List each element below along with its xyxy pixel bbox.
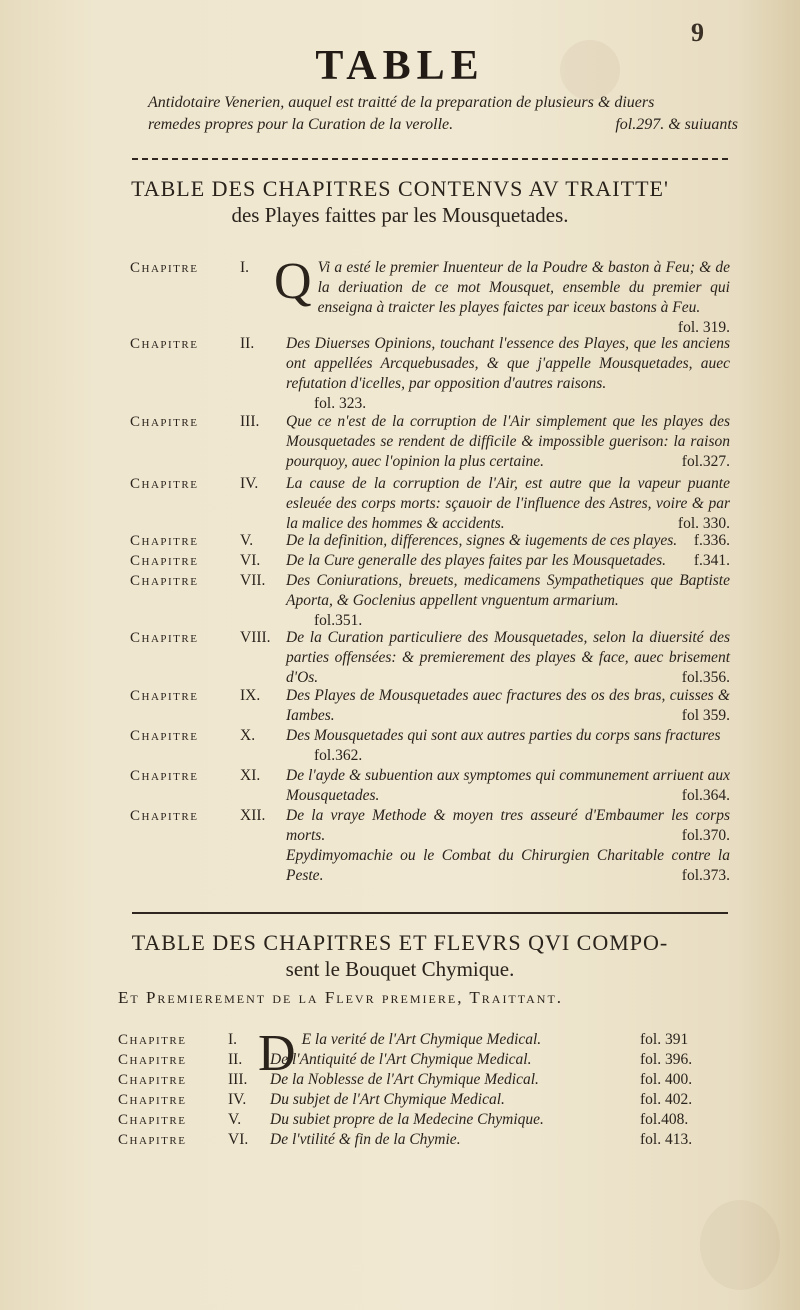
chapter-number: VI.	[240, 552, 261, 569]
section-title-2: TABLE DES CHAPITRES ET FLEVRS QVI COMPO-	[131, 930, 669, 955]
chapter-number: IV.	[240, 475, 259, 492]
solid-divider	[132, 912, 728, 914]
chapter-folio: fol.356.	[681, 669, 730, 686]
intro-line-2	[148, 114, 738, 136]
chapter-title	[274, 253, 730, 338]
section-subtitle-2: sent le Bouquet Chymique.	[285, 957, 515, 981]
chapter-title	[286, 551, 730, 571]
section-title: TABLE DES CHAPITRES CONTENVS AV TRAITTE'	[131, 176, 669, 201]
chapter-label: Chapitre	[118, 1052, 187, 1068]
intro-entry	[148, 92, 738, 136]
chapter-label: Chapitre	[130, 553, 199, 569]
chapter-folio: fol.408.	[640, 1111, 689, 1128]
chapter-folio: fol. 391	[640, 1031, 689, 1048]
chapter-label: Chapitre	[118, 1072, 187, 1088]
chapter-label: Chapitre	[130, 414, 199, 430]
chapter-title	[270, 1090, 610, 1110]
chapter-label: Chapitre	[130, 630, 199, 646]
chapter-title	[270, 1070, 610, 1090]
chapter-text: De l'ayde & subuention aux symptomes qui communement arriuent aux Mousquetades.	[286, 767, 730, 804]
chapter-text: De l'vtilité & fin de la Chymie.	[270, 1131, 461, 1148]
chapter-text: De la Curation particuliere des Mousquetades, selon la diuersité des parties offensées: & premierement des playes & face, auec brisement d'Os.	[286, 629, 730, 686]
chapter-folio: fol. 323.	[314, 395, 367, 412]
chapter-text: Des Playes de Mousquetades auec fractures des os des bras, cuisses & Iambes.	[286, 687, 730, 724]
dashed-divider	[132, 158, 728, 160]
chapter-number: I.	[240, 259, 250, 276]
chapter-text: De l'Antiquité de l'Art Chymique Medical.	[270, 1051, 532, 1068]
chapter-text: Des Mousquetades qui sont aux autres parties du corps sans fractures	[286, 727, 721, 744]
drop-capital: Q	[274, 253, 312, 310]
chapter-label: Chapitre	[130, 336, 199, 352]
chapter-text: De la Noblesse de l'Art Chymique Medical.	[270, 1071, 539, 1088]
chapter-title	[270, 1110, 610, 1130]
intro-folio: fol.297. & suiuants	[615, 116, 738, 133]
chapter-label: Chapitre	[118, 1112, 187, 1128]
paper-stain	[700, 1200, 780, 1290]
chapter-number: III.	[240, 413, 260, 430]
chapter-number: XI.	[240, 767, 261, 784]
chapter-text: Que ce n'est de la corruption de l'Air simplement que les playes des Mousquetades se rendent de difficile & impossible guerison: la raison pourquoy, auec l'opinion la plus certaine.	[286, 413, 730, 470]
chapter-title	[270, 1130, 610, 1150]
chapter-number: IX.	[240, 687, 261, 704]
chapter-text: Epydimyomachie ou le Combat du Chirurgien Charitable contre la Peste.	[286, 847, 730, 884]
intro-text: remedes propres pour la Curation de la verolle.	[148, 116, 454, 133]
page-title: TABLE	[315, 43, 485, 89]
chapter-label: Chapitre	[130, 260, 199, 276]
section-heading	[0, 176, 800, 228]
chapter-label: Chapitre	[130, 476, 199, 492]
chapter-folio: fol. 319.	[677, 319, 730, 336]
chapter-number: II.	[240, 335, 255, 352]
chapter-folio: fol. 396.	[640, 1051, 693, 1068]
chapter-number: V.	[240, 532, 254, 549]
chapter-label: Chapitre	[130, 688, 199, 704]
chapter-text: Des Coniurations, breuets, medicamens Sympathetiques que Baptiste Aporta, & Goclenius appellent vnguentum armarium.	[286, 572, 730, 609]
chapter-folio: f.336.	[693, 532, 730, 549]
chapter-number: VI.	[228, 1131, 249, 1148]
chapter-text: E la verité de l'Art Chymique Medical.	[301, 1031, 542, 1048]
chapter-title	[286, 766, 730, 806]
chapter-text: Vi a esté le premier Inuenteur de la Poudre & baston à Feu; & de la deriuation de ce mot Mousquet, ensemble du premier qui enseigna à traicter les playes faictes par iceux bastons à Feu.	[317, 259, 730, 316]
chapter-title	[286, 686, 730, 726]
chapter-folio: fol.351.	[314, 612, 363, 629]
chapter-number: IV.	[228, 1091, 247, 1108]
chapter-title	[286, 531, 730, 551]
chapter-number: VIII.	[240, 629, 271, 646]
chapter-label: Chapitre	[130, 533, 199, 549]
chapter-folio: fol 359.	[681, 707, 730, 724]
page-number: 9	[691, 18, 704, 47]
chapter-title	[286, 846, 730, 886]
chapter-folio: fol. 402.	[640, 1091, 693, 1108]
chapter-folio: fol.373.	[681, 867, 730, 884]
chapter-text: De la vraye Methode & moyen tres asseuré d'Embaumer les corps morts.	[286, 807, 730, 844]
chapter-text: La cause de la corruption de l'Air, est autre que la vapeur puante esleuée des corps morts: sçauoir de l'influence des Astres, voire & par la malice des hommes & accidents.	[286, 475, 730, 532]
chapter-label: Chapitre	[118, 1032, 187, 1048]
chapter-title	[286, 412, 730, 472]
chapter-folio: fol.362.	[314, 747, 363, 764]
chapter-label: Chapitre	[118, 1092, 187, 1108]
chapter-number: II.	[228, 1051, 243, 1068]
chapter-text: Du subjet de l'Art Chymique Medical.	[270, 1091, 505, 1108]
section-heading-2	[0, 930, 800, 982]
chapter-number: XII.	[240, 807, 266, 824]
chapter-text: De la definition, differences, signes & iugements de ces playes.	[286, 532, 678, 549]
chapter-folio: fol.364.	[681, 787, 730, 804]
chapter-folio: fol.327.	[681, 453, 730, 470]
chapter-label: Chapitre	[130, 808, 199, 824]
chapter-text: De la Cure generalle des playes faites par les Mousquetades.	[286, 552, 666, 569]
chapter-title	[286, 474, 730, 534]
chapter-label: Chapitre	[118, 1132, 187, 1148]
chapter-number: V.	[228, 1111, 242, 1128]
chapter-number: I.	[228, 1031, 238, 1048]
chapter-text: Du subiet propre de la Medecine Chymique.	[270, 1111, 544, 1128]
chapter-title	[270, 1050, 610, 1070]
section-subtitle: des Playes faittes par les Mousquetades.	[231, 203, 569, 227]
chapter-number: X.	[240, 727, 256, 744]
chapter-title	[286, 726, 730, 766]
chapter-label: Chapitre	[130, 573, 199, 589]
chapter-title	[286, 334, 730, 414]
chapter-folio: fol. 413.	[640, 1131, 693, 1148]
chapter-label: Chapitre	[130, 728, 199, 744]
chapter-title	[286, 571, 730, 631]
chapter-number: III.	[228, 1071, 248, 1088]
chapter-title	[286, 806, 730, 846]
chapter-folio: fol. 330.	[677, 515, 730, 532]
chapter-folio: f.341.	[693, 552, 730, 569]
drop-capital: D	[258, 1025, 296, 1082]
intro-line: Antidotaire Venerien, auquel est traitté de la preparation de plusieurs & diuers	[148, 94, 655, 111]
chapter-number: VII.	[240, 572, 266, 589]
chapter-text: Des Diuerses Opinions, touchant l'essence des Playes, que les anciens ont appellées Arcquebusades, & que j'appelle Mousquetades, auec refutation d'icelles, par opposition d'autres raisons.	[286, 335, 730, 392]
chapter-folio: fol. 400.	[640, 1071, 693, 1088]
section-subheading: Et Premierement de la Flevr premiere, Traittant.	[118, 988, 564, 1007]
chapter-title	[286, 628, 730, 688]
chapter-folio: fol.370.	[681, 827, 730, 844]
chapter-label: Chapitre	[130, 768, 199, 784]
